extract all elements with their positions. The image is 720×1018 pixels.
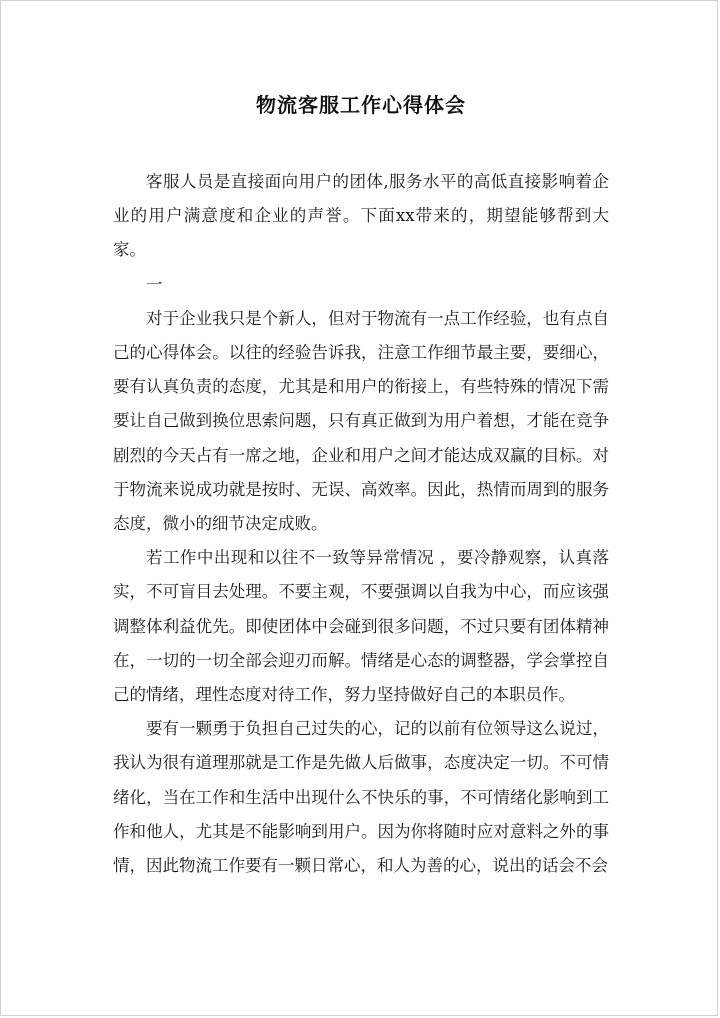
paragraph: 要有一颗勇于负担自己过失的心，记的以前有位领导这么说过，我认为很有道理那就是工作是先做人后做事，态度决定一切。不可情绪化，当在工作和生活中出现什么不快乐的事，不可情绪化影响到工作和他人，尤其是不能影响到用户。因为你将随时应对意料之外的事情，因此物流工作要有一颗日常心，和人为善的心，说出的话会不会 <box>113 719 609 876</box>
paragraph: 对于企业我只是个新人，但对于物流有一点工作经验，也有点自己的心得体会。以往的经验告诉我，注意工作细节最主要，要细心，要有认真负责的态度，尤其是和用户的衔接上，有些特殊的情况下需要让自己做到换位思索问题，只有真正做到为用户着想，才能在竞争剧烈的今天占有一席之地，企业和用户之间才能达成双赢的目标。对于物流来说成功就是按时、无误、高效率。因此，热情而周到的服务态度，微小的细节决定成败。 <box>113 308 609 534</box>
document-body <box>113 165 609 883</box>
paragraph: 一 <box>146 274 163 294</box>
paragraph: 客服人员是直接面向用户的团体,服务水平的高低直接影响着企业的用户满意度和企业的声誉。下面xx带来的，期望能够帮到大家。 <box>113 172 609 260</box>
paragraph: 若工作中出现和以往不一致等异常情况 ，要冷静观察，认真落实，不可盲目去处理。不要主观，不要强调以自我为中心，而应该强调整体利益优先。即使团体中会碰到很多问题，不过只要有团体精神在，一切的一切全部会迎刃而解。情绪是心态的调整器，学会掌控自己的情绪，理性态度对待工作，努力坚持做好自己的本职员作。 <box>113 548 609 705</box>
document-title: 物流客服工作心得体会 <box>256 93 466 117</box>
